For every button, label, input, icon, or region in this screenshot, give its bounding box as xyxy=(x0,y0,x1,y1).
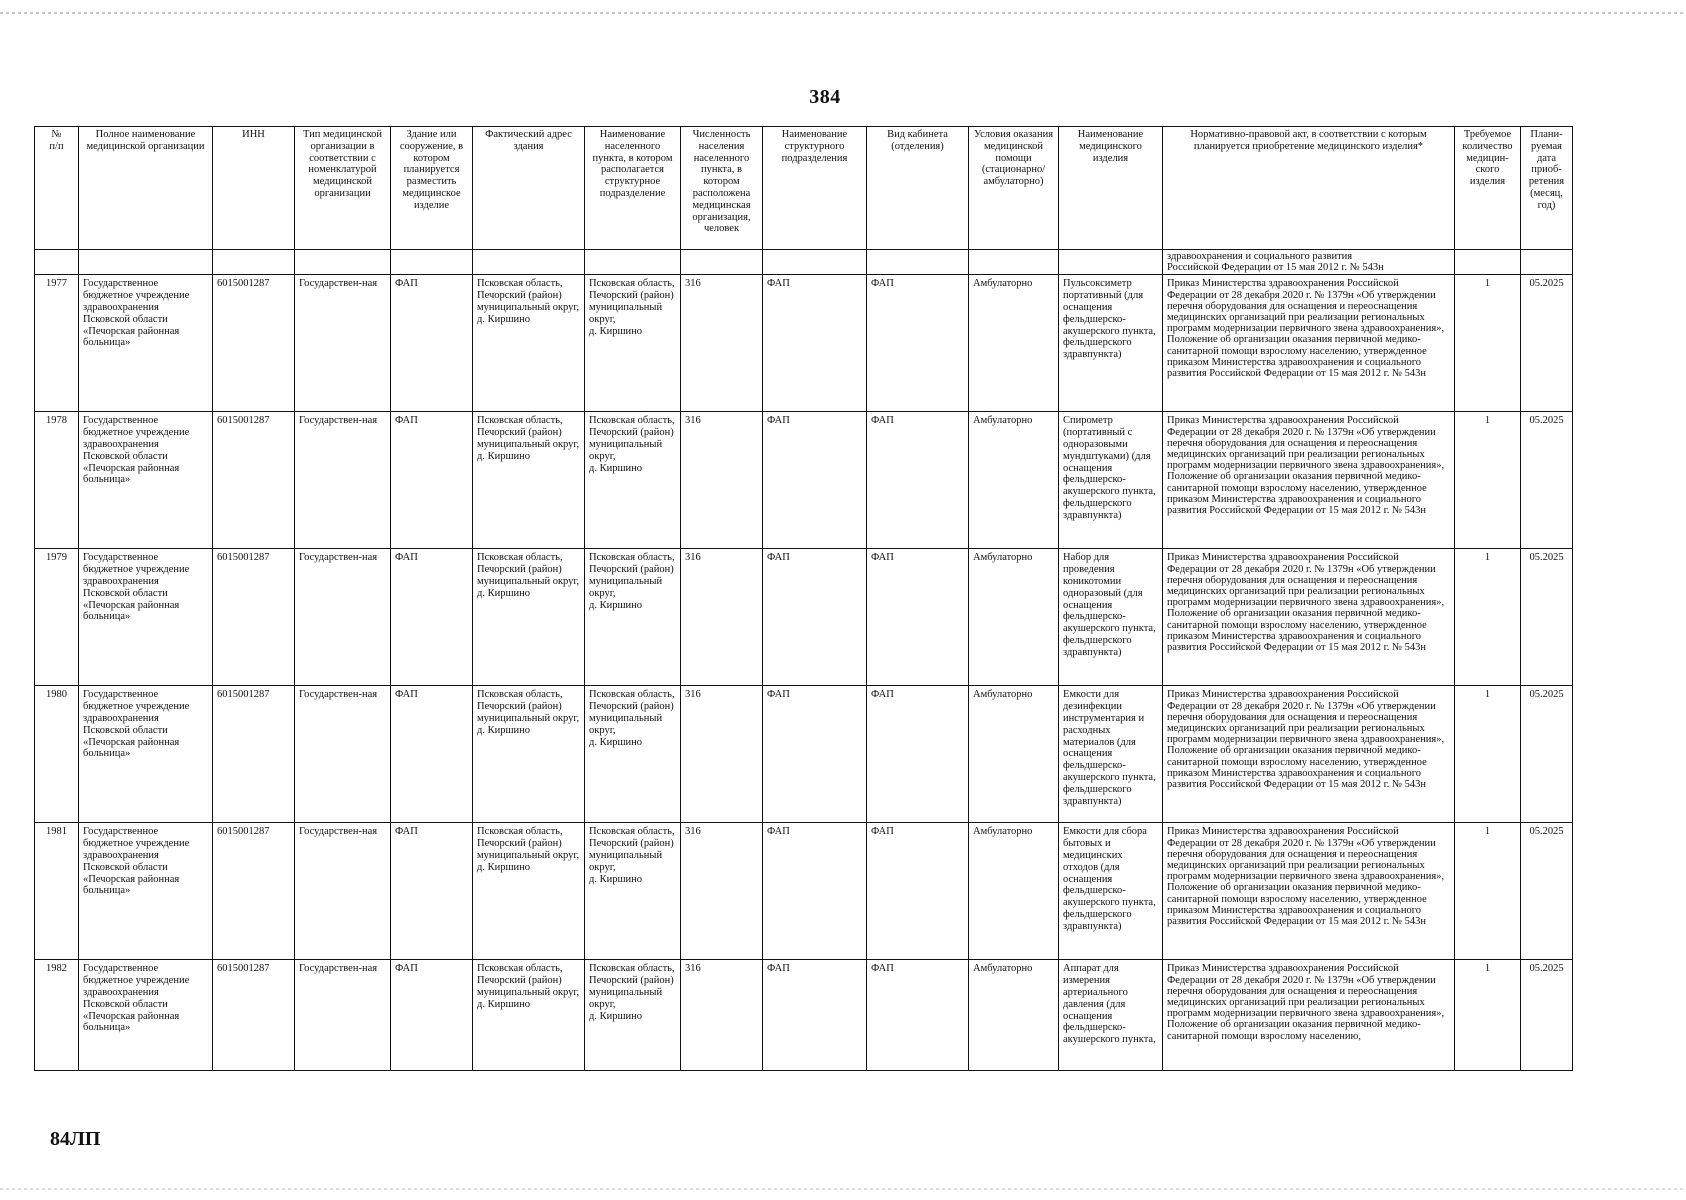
cell-act-text: Приказ Министерства здравоохранения Российской Федерации от 28 декабря 2020 г. № 1379н «Об утверждении перечня оборудования для оснащения и переоснащения медицинских организаций при реализации региональных программ модернизации первичного звена здравоохранения», Положение об организации оказания первичной медико-санитарной помощи взрослому населению, утвержденное приказом Министерства здравоохранения и социального развития Российской Федерации от 15 мая 2012 г. № 543н xyxy=(1167,278,1445,380)
cell-building-text: ФАП xyxy=(395,278,418,290)
column-header xyxy=(1059,127,1163,250)
cell-population xyxy=(681,412,763,549)
cell-act-text: Приказ Министерства здравоохранения Российской Федерации от 28 декабря 2020 г. № 1379н «Об утверждении перечня оборудования для оснащения и переоснащения медицинских организаций при реализации региональных программ модернизации первичного звена здравоохранения», Положение об организации оказания первичной медико-санитарной помощи взрослому населению, утвержденное приказом Министерства здравоохранения и социального развития Российской Федерации от 15 мая 2012 г. № 543н xyxy=(1167,826,1445,928)
cell-conditions xyxy=(969,275,1059,412)
cell-population-text: 316 xyxy=(685,552,701,564)
cell-device-text: Набор для проведения коникотомии одноразовый (для оснащения фельдшерско-акушерского пункта, фельдшерского здравпункта) xyxy=(1063,552,1156,658)
cell-type-text: Государствен-ная xyxy=(299,552,378,564)
cell-cabinet-text: ФАП xyxy=(871,826,894,838)
cell-population-text: 316 xyxy=(685,963,701,975)
column-header-text: Условия оказания медицинской помощи (стационарно/ амбулаторно) xyxy=(973,129,1054,188)
continuation-empty xyxy=(391,250,473,275)
column-header-text: Требуемое количество медицин-ского изделия xyxy=(1462,129,1513,188)
cell-act-text: Приказ Министерства здравоохранения Российской Федерации от 28 декабря 2020 г. № 1379н «Об утверждении перечня оборудования для оснащения и переоснащения медицинских организаций при реализации региональных программ модернизации первичного звена здравоохранения», Положение об организации оказания первичной медико-санитарной помощи взрослому населению, xyxy=(1167,963,1445,1042)
cell-division xyxy=(763,960,867,1071)
cell-conditions xyxy=(969,412,1059,549)
cell-conditions-text: Амбулаторно xyxy=(973,278,1033,290)
cell-inn-text: 6015001287 xyxy=(217,415,270,427)
cell-qty xyxy=(1455,275,1521,412)
cell-date xyxy=(1521,275,1573,412)
cell-conditions xyxy=(969,549,1059,686)
cell-locality xyxy=(585,412,681,549)
cell-division-text: ФАП xyxy=(767,963,790,975)
cell-locality-text: Псковская область, Печорский (район) муниципальный округ, д. Киршино xyxy=(589,689,675,748)
cell-cabinet xyxy=(867,412,969,549)
cell-address-text: Псковская область, Печорский (район) муниципальный округ, д. Киршино xyxy=(477,415,580,462)
cell-division xyxy=(763,686,867,823)
header-row xyxy=(35,127,1573,250)
cell-locality-text: Псковская область, Печорский (район) муниципальный округ, д. Киршино xyxy=(589,963,675,1022)
column-header xyxy=(79,127,213,250)
column-header-text: Вид кабинета (отделения) xyxy=(887,129,948,152)
cell-address-text: Псковская область, Печорский (район) муниципальный округ, д. Киршино xyxy=(477,552,580,599)
cell-building-text: ФАП xyxy=(395,689,418,701)
cell-qty xyxy=(1455,960,1521,1071)
cell-qty-text: 1 xyxy=(1484,278,1491,290)
cell-org-text: Государственное бюджетное учреждение здравоохранения Псковской области «Печорская районная больница» xyxy=(83,415,190,486)
cell-division xyxy=(763,412,867,549)
cell-act xyxy=(1163,412,1455,549)
cell-locality-text: Псковская область, Печорский (район) муниципальный округ, д. Киршино xyxy=(589,278,675,337)
continuation-empty xyxy=(585,250,681,275)
cell-locality xyxy=(585,686,681,823)
cell-locality xyxy=(585,823,681,960)
column-header xyxy=(969,127,1059,250)
cell-population-text: 316 xyxy=(685,278,701,290)
cell-building-text: ФАП xyxy=(395,826,418,838)
cell-date xyxy=(1521,823,1573,960)
cell-address-text: Псковская область, Печорский (район) муниципальный округ, д. Киршино xyxy=(477,689,580,736)
cell-locality-text: Псковская область, Печорский (район) муниципальный округ, д. Киршино xyxy=(589,415,675,474)
cell-locality xyxy=(585,960,681,1071)
cell-type-text: Государствен-ная xyxy=(299,826,378,838)
cell-type xyxy=(295,412,391,549)
cell-org xyxy=(79,960,213,1071)
cell-population xyxy=(681,686,763,823)
column-header xyxy=(295,127,391,250)
continuation-empty xyxy=(867,250,969,275)
cell-inn-text: 6015001287 xyxy=(217,826,270,838)
cell-division-text: ФАП xyxy=(767,689,790,701)
cell-conditions-text: Амбулаторно xyxy=(973,689,1033,701)
cell-device-text: Пульсоксиметр портативный (для оснащения фельдшерско-акушерского пункта, фельдшерского здравпункта) xyxy=(1063,278,1156,361)
page-number: 384 xyxy=(809,86,841,108)
cell-building xyxy=(391,412,473,549)
column-header xyxy=(763,127,867,250)
cell-device xyxy=(1059,549,1163,686)
column-header xyxy=(867,127,969,250)
cell-inn-text: 6015001287 xyxy=(217,552,270,564)
cell-act xyxy=(1163,549,1455,686)
cell-act xyxy=(1163,686,1455,823)
cell-population xyxy=(681,960,763,1071)
cell-inn xyxy=(213,823,295,960)
continuation-empty xyxy=(969,250,1059,275)
column-header xyxy=(391,127,473,250)
cell-qty xyxy=(1455,412,1521,549)
cell-locality xyxy=(585,549,681,686)
cell-org xyxy=(79,823,213,960)
cell-cabinet xyxy=(867,960,969,1071)
table-body xyxy=(35,250,1573,1071)
cell-conditions xyxy=(969,823,1059,960)
column-header xyxy=(585,127,681,250)
cell-num xyxy=(35,960,79,1071)
cell-device xyxy=(1059,275,1163,412)
cell-population-text: 316 xyxy=(685,826,701,838)
cell-inn xyxy=(213,960,295,1071)
column-header-text: Полное наименование медицинской организации xyxy=(86,129,205,152)
column-header-text: Здание или сооружение, в котором планируется разместить медицинское изделие xyxy=(399,129,464,211)
continuation-empty xyxy=(35,250,79,275)
cell-population-text: 316 xyxy=(685,689,701,701)
column-header xyxy=(35,127,79,250)
cell-qty-text: 1 xyxy=(1484,552,1491,564)
cell-population-text: 316 xyxy=(685,415,701,427)
cell-inn xyxy=(213,275,295,412)
cell-date xyxy=(1521,549,1573,686)
medical-equipment-table xyxy=(34,126,1573,1071)
cell-division-text: ФАП xyxy=(767,278,790,290)
cell-inn-text: 6015001287 xyxy=(217,689,270,701)
cell-qty-text: 1 xyxy=(1484,826,1491,838)
cell-conditions xyxy=(969,686,1059,823)
column-header-text: № п/п xyxy=(49,129,64,152)
column-header-text: Нормативно-правовой акт, в соответствии с которым планируется приобретение медицинского изделия* xyxy=(1190,129,1427,152)
column-header-text: Плани-руемая дата приоб-ретения (месяц, год) xyxy=(1528,129,1565,211)
scan-artifact-bottom xyxy=(0,1188,1686,1190)
cell-device-text: Емкости для дезинфекции инструментария и расходных материалов (для оснащения фельдшерско-акушерского пункта, фельдшерского здравпункта) xyxy=(1063,689,1156,807)
cell-locality-text: Псковская область, Печорский (район) муниципальный округ, д. Киршино xyxy=(589,826,675,885)
cell-inn-text: 6015001287 xyxy=(217,963,270,975)
footer-code: 84ЛП xyxy=(50,1128,101,1150)
cell-address-text: Псковская область, Печорский (район) муниципальный округ, д. Киршино xyxy=(477,278,580,325)
cell-num xyxy=(35,686,79,823)
column-header xyxy=(1521,127,1573,250)
cell-population xyxy=(681,275,763,412)
cell-locality-text: Псковская область, Печорский (район) муниципальный округ, д. Киршино xyxy=(589,552,675,611)
table-row xyxy=(35,960,1573,1071)
cell-act xyxy=(1163,275,1455,412)
cell-num-text: 1981 xyxy=(46,826,67,838)
cell-type-text: Государствен-ная xyxy=(299,278,378,290)
table-row xyxy=(35,823,1573,960)
continuation-act-text: здравоохранения и социального развития Российской Федерации от 15 мая 2012 г. № 543н xyxy=(1167,251,1384,274)
cell-building xyxy=(391,549,473,686)
cell-cabinet-text: ФАП xyxy=(871,415,894,427)
continuation-empty xyxy=(1521,250,1573,275)
cell-building-text: ФАП xyxy=(395,552,418,564)
cell-num xyxy=(35,823,79,960)
cell-act-text: Приказ Министерства здравоохранения Российской Федерации от 28 декабря 2020 г. № 1379н «Об утверждении перечня оборудования для оснащения и переоснащения медицинских организаций при реализации региональных программ модернизации первичного звена здравоохранения», Положение об организации оказания первичной медико-санитарной помощи взрослому населению, утвержденное приказом Министерства здравоохранения и социального развития Российской Федерации от 15 мая 2012 г. № 543н xyxy=(1167,689,1445,791)
cell-type-text: Государствен-ная xyxy=(299,689,378,701)
column-header-text: Наименование населенного пункта, в котором располагается структурное подразделение xyxy=(592,129,673,199)
cell-date-text: 05.2025 xyxy=(1529,689,1564,701)
cell-type xyxy=(295,686,391,823)
column-header-text: Наименование структурного подразделения xyxy=(781,129,848,164)
continuation-empty xyxy=(1059,250,1163,275)
cell-population xyxy=(681,823,763,960)
cell-division-text: ФАП xyxy=(767,415,790,427)
continuation-empty xyxy=(681,250,763,275)
cell-org-text: Государственное бюджетное учреждение здравоохранения Псковской области «Печорская районная больница» xyxy=(83,963,190,1034)
cell-address xyxy=(473,549,585,686)
cell-address xyxy=(473,412,585,549)
column-header xyxy=(1455,127,1521,250)
cell-building-text: ФАП xyxy=(395,963,418,975)
continuation-empty xyxy=(79,250,213,275)
cell-date-text: 05.2025 xyxy=(1529,826,1564,838)
scan-artifact-top xyxy=(0,12,1686,14)
cell-num-text: 1982 xyxy=(46,963,67,975)
cell-division xyxy=(763,823,867,960)
cell-num-text: 1977 xyxy=(46,278,67,290)
column-header-text: Фактический адрес здания xyxy=(485,129,572,152)
cell-num-text: 1978 xyxy=(46,415,67,427)
cell-inn xyxy=(213,412,295,549)
column-header-text: Наименование медицинского изделия xyxy=(1077,129,1144,164)
cell-population xyxy=(681,549,763,686)
cell-cabinet xyxy=(867,823,969,960)
cell-device-text: Аппарат для измерения артериального давления (для оснащения фельдшерско-акушерского пункта, xyxy=(1063,963,1156,1046)
cell-cabinet xyxy=(867,686,969,823)
table-row xyxy=(35,549,1573,686)
continuation-act-cell xyxy=(1163,250,1455,275)
table-row xyxy=(35,686,1573,823)
cell-qty xyxy=(1455,823,1521,960)
continuation-empty xyxy=(213,250,295,275)
cell-cabinet xyxy=(867,275,969,412)
cell-org-text: Государственное бюджетное учреждение здравоохранения Псковской области «Печорская районная больница» xyxy=(83,552,190,623)
cell-org xyxy=(79,275,213,412)
cell-date xyxy=(1521,412,1573,549)
cell-org xyxy=(79,412,213,549)
cell-building xyxy=(391,686,473,823)
cell-conditions-text: Амбулаторно xyxy=(973,963,1033,975)
cell-org xyxy=(79,549,213,686)
cell-org-text: Государственное бюджетное учреждение здравоохранения Псковской области «Печорская районная больница» xyxy=(83,689,190,760)
cell-org xyxy=(79,686,213,823)
continuation-empty xyxy=(1455,250,1521,275)
cell-device xyxy=(1059,686,1163,823)
cell-act-text: Приказ Министерства здравоохранения Российской Федерации от 28 декабря 2020 г. № 1379н «Об утверждении перечня оборудования для оснащения и переоснащения медицинских организаций при реализации региональных программ модернизации первичного звена здравоохранения», Положение об организации оказания первичной медико-санитарной помощи взрослому населению, утвержденное приказом Министерства здравоохранения и социального развития Российской Федерации от 15 мая 2012 г. № 543н xyxy=(1167,552,1445,654)
cell-type-text: Государствен-ная xyxy=(299,415,378,427)
column-header-text: Тип медицинской организации в соответствии с номенклатурой медицинской организации xyxy=(302,129,383,199)
cell-num-text: 1979 xyxy=(46,552,67,564)
cell-conditions xyxy=(969,960,1059,1071)
cell-address xyxy=(473,823,585,960)
cell-qty-text: 1 xyxy=(1484,689,1491,701)
continuation-empty xyxy=(295,250,391,275)
cell-inn xyxy=(213,549,295,686)
cell-device xyxy=(1059,412,1163,549)
cell-num xyxy=(35,412,79,549)
cell-conditions-text: Амбулаторно xyxy=(973,552,1033,564)
cell-cabinet-text: ФАП xyxy=(871,278,894,290)
continuation-row xyxy=(35,250,1573,275)
cell-date xyxy=(1521,686,1573,823)
cell-type xyxy=(295,823,391,960)
cell-type xyxy=(295,275,391,412)
continuation-empty xyxy=(763,250,867,275)
cell-type xyxy=(295,549,391,686)
cell-division xyxy=(763,549,867,686)
cell-num xyxy=(35,275,79,412)
cell-device-text: Спирометр (портативный с одноразовыми мундштуками) (для оснащения фельдшерско-акушерского пункта, фельдшерского здравпункта) xyxy=(1063,415,1156,521)
table-row xyxy=(35,412,1573,549)
column-header xyxy=(1163,127,1455,250)
cell-building-text: ФАП xyxy=(395,415,418,427)
continuation-empty xyxy=(473,250,585,275)
cell-conditions-text: Амбулаторно xyxy=(973,826,1033,838)
cell-locality xyxy=(585,275,681,412)
table-row xyxy=(35,275,1573,412)
cell-building xyxy=(391,275,473,412)
column-header xyxy=(681,127,763,250)
cell-act xyxy=(1163,960,1455,1071)
table-header xyxy=(35,127,1573,250)
cell-division xyxy=(763,275,867,412)
cell-cabinet-text: ФАП xyxy=(871,689,894,701)
cell-cabinet-text: ФАП xyxy=(871,963,894,975)
cell-device xyxy=(1059,823,1163,960)
cell-building xyxy=(391,960,473,1071)
cell-conditions-text: Амбулаторно xyxy=(973,415,1033,427)
cell-qty xyxy=(1455,686,1521,823)
cell-date xyxy=(1521,960,1573,1071)
cell-device-text: Емкости для сбора бытовых и медицинских отходов (для оснащения фельдшерско-акушерского пункта, фельдшерского здравпункта) xyxy=(1063,826,1156,932)
cell-division-text: ФАП xyxy=(767,826,790,838)
cell-org-text: Государственное бюджетное учреждение здравоохранения Псковской области «Печорская районная больница» xyxy=(83,278,190,349)
column-header-text: ИНН xyxy=(242,129,265,140)
column-header xyxy=(213,127,295,250)
cell-num xyxy=(35,549,79,686)
cell-inn-text: 6015001287 xyxy=(217,278,270,290)
cell-date-text: 05.2025 xyxy=(1529,415,1564,427)
cell-address xyxy=(473,960,585,1071)
column-header-text: Численность населения населенного пункта, в котором расположена медицинская организация, человек xyxy=(692,129,751,235)
cell-cabinet xyxy=(867,549,969,686)
cell-act-text: Приказ Министерства здравоохранения Российской Федерации от 28 декабря 2020 г. № 1379н «Об утверждении перечня оборудования для оснащения и переоснащения медицинских организаций при реализации региональных программ модернизации первичного звена здравоохранения», Положение об организации оказания первичной медико-санитарной помощи взрослому населению, утвержденное приказом Министерства здравоохранения и социального развития Российской Федерации от 15 мая 2012 г. № 543н xyxy=(1167,415,1445,517)
cell-date-text: 05.2025 xyxy=(1529,278,1564,290)
cell-qty-text: 1 xyxy=(1484,963,1491,975)
cell-type-text: Государствен-ная xyxy=(299,963,378,975)
cell-date-text: 05.2025 xyxy=(1529,963,1564,975)
cell-address xyxy=(473,686,585,823)
cell-org-text: Государственное бюджетное учреждение здравоохранения Псковской области «Печорская районная больница» xyxy=(83,826,190,897)
column-header xyxy=(473,127,585,250)
cell-qty xyxy=(1455,549,1521,686)
cell-cabinet-text: ФАП xyxy=(871,552,894,564)
cell-date-text: 05.2025 xyxy=(1529,552,1564,564)
cell-address xyxy=(473,275,585,412)
cell-num-text: 1980 xyxy=(46,689,67,701)
cell-device xyxy=(1059,960,1163,1071)
cell-address-text: Псковская область, Печорский (район) муниципальный округ, д. Киршино xyxy=(477,826,580,873)
cell-address-text: Псковская область, Печорский (район) муниципальный округ, д. Киршино xyxy=(477,963,580,1010)
cell-building xyxy=(391,823,473,960)
cell-type xyxy=(295,960,391,1071)
cell-inn xyxy=(213,686,295,823)
cell-division-text: ФАП xyxy=(767,552,790,564)
cell-act xyxy=(1163,823,1455,960)
cell-qty-text: 1 xyxy=(1484,415,1491,427)
